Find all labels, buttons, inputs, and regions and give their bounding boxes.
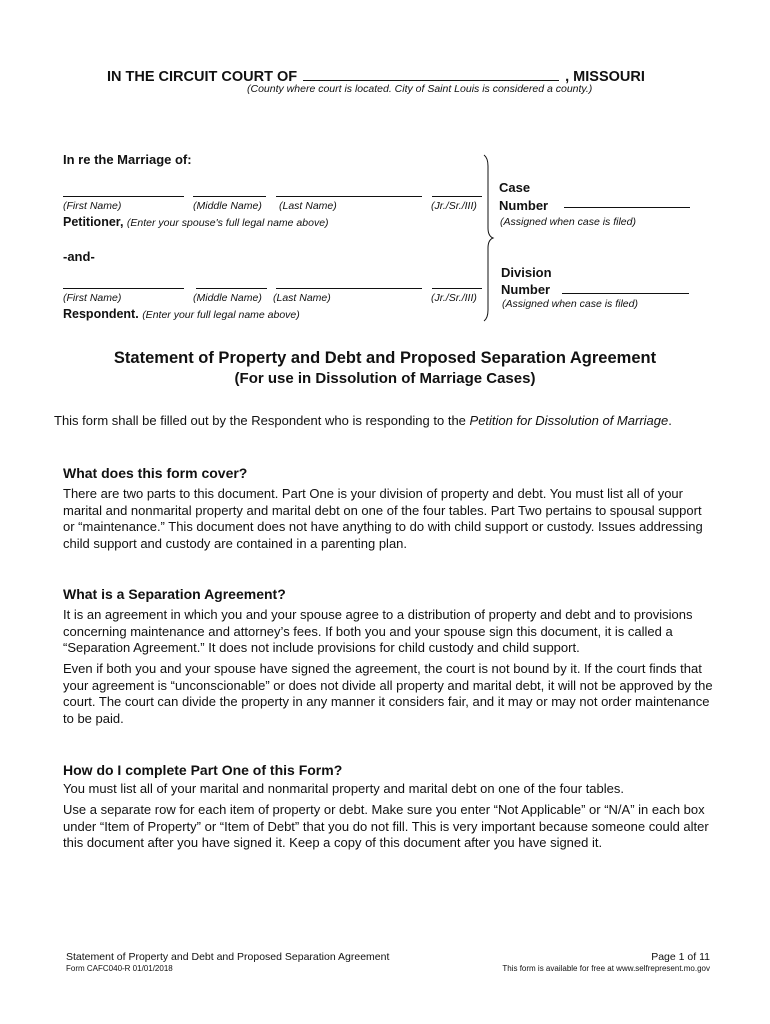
caption-title: In re the Marriage of: [63, 152, 192, 167]
petitioner-first-name-field[interactable] [63, 196, 184, 197]
and-label: -and- [63, 249, 95, 264]
intro-end: . [668, 413, 672, 428]
case-label-line2: Number [499, 198, 549, 213]
footer-title: Statement of Property and Debt and Proposed Separation Agreement [66, 951, 390, 963]
document-subtitle: (For use in Dissolution of Marriage Cases) [234, 370, 536, 387]
section-paragraph-complete-part-one-1: You must list all of your marital and nonmarital property and marital debt on one of the four tables. [63, 781, 624, 796]
footer-form-id: Form CAFC040-R 01/01/2018 [66, 964, 173, 973]
petitioner-last-name-label: (Last Name) [279, 200, 337, 212]
respondent-suffix-field[interactable] [432, 288, 482, 289]
petitioner-suffix-field[interactable] [432, 196, 482, 197]
division-label-line1: Division [501, 265, 552, 280]
respondent-middle-name-field[interactable] [196, 288, 267, 289]
court-suffix: , MISSOURI [565, 69, 645, 85]
intro-text [54, 413, 672, 428]
court-prefix: IN THE CIRCUIT COURT OF [107, 69, 298, 85]
division-number-note: (Assigned when case is filed) [502, 298, 638, 310]
footer-availability: This form is available for free at www.selfrepresent.mo.gov [502, 964, 710, 973]
section-paragraph-complete-part-one-2: Use a separate row for each item of property or debt. Make sure you enter “Not Applicable” or “N/A” in each box under “Item of Property” or “Item of Debt” that you do not fill. This is very important because someone could alter this document after you have signed it. Keep a copy of this document after you have signed it. [63, 802, 709, 851]
respondent-role [63, 307, 300, 321]
division-label-line2: Number [501, 282, 551, 297]
petitioner-role-label: Petitioner, [63, 215, 124, 229]
petitioner-last-name-field[interactable] [276, 196, 422, 197]
section-heading-form-cover: What does this form cover? [63, 465, 248, 481]
respondent-last-name-field[interactable] [276, 288, 422, 289]
document-title: Statement of Property and Debt and Proposed Separation Agreement [113, 349, 657, 367]
section-heading-separation-agreement: What is a Separation Agreement? [63, 586, 286, 602]
petitioner-role [63, 215, 329, 229]
petitioner-role-note: (Enter your spouse's full legal name above) [126, 217, 329, 229]
respondent-first-name-label: (First Name) [63, 292, 122, 304]
county-note: (County where court is located. City of Saint Louis is considered a county.) [247, 83, 593, 95]
respondent-suffix-label: (Jr./Sr./III) [431, 292, 477, 304]
respondent-first-name-field[interactable] [63, 288, 184, 289]
petitioner-first-name-label: (First Name) [63, 200, 122, 212]
section-paragraph-form-cover: There are two parts to this document. Part One is your division of property and debt. You must list all of your marital and nonmarital property and marital debt on one of the four tables. Part Two pertains to spousal support or “maintenance.” This document does not have anything to do with child support or custody. Issues addressing child support and custody are contained in a parenting plan. [63, 486, 703, 551]
footer-page-number: Page 1 of 11 [651, 951, 710, 963]
section-paragraph-separation-agreement-1: It is an agreement in which you and your spouse agree to a distribution of property and debt and to provisions concerning maintenance and attorney’s fees. If both you and your spouse sign this document, it is called a “Separation Agreement.” It does not include provisions for child custody and child support. [63, 607, 693, 656]
intro-petition-title: Petition for Dissolution of Marriage [469, 413, 669, 428]
case-label-line1: Case [499, 180, 531, 195]
county-blank-field[interactable] [303, 66, 559, 81]
respondent-role-note: (Enter your full legal name above) [142, 309, 300, 321]
petitioner-middle-name-field[interactable] [193, 196, 266, 197]
case-number-field[interactable] [564, 207, 690, 208]
respondent-last-name-label: (Last Name) [273, 292, 331, 304]
division-number-field[interactable] [562, 293, 689, 294]
respondent-middle-name-label: (Middle Name) [193, 292, 262, 304]
petitioner-suffix-label: (Jr./Sr./III) [431, 200, 477, 212]
section-paragraph-separation-agreement-2: Even if both you and your spouse have signed the agreement, the court is not bound by it. If the court finds that your agreement is “unconscionable” or does not divide all property and marital debt, it will not be approved by the court. The court can divide the property in any manner it considers fair, and it may or may not order maintenance to be paid. [63, 661, 713, 726]
respondent-role-label: Respondent. [63, 307, 139, 321]
case-number-note: (Assigned when case is filed) [500, 216, 636, 228]
caption-brace [482, 154, 496, 322]
petitioner-middle-name-label: (Middle Name) [193, 200, 262, 212]
intro-main: This form shall be filled out by the Respondent who is responding to the [54, 413, 470, 428]
section-heading-complete-part-one: How do I complete Part One of this Form? [63, 762, 343, 778]
